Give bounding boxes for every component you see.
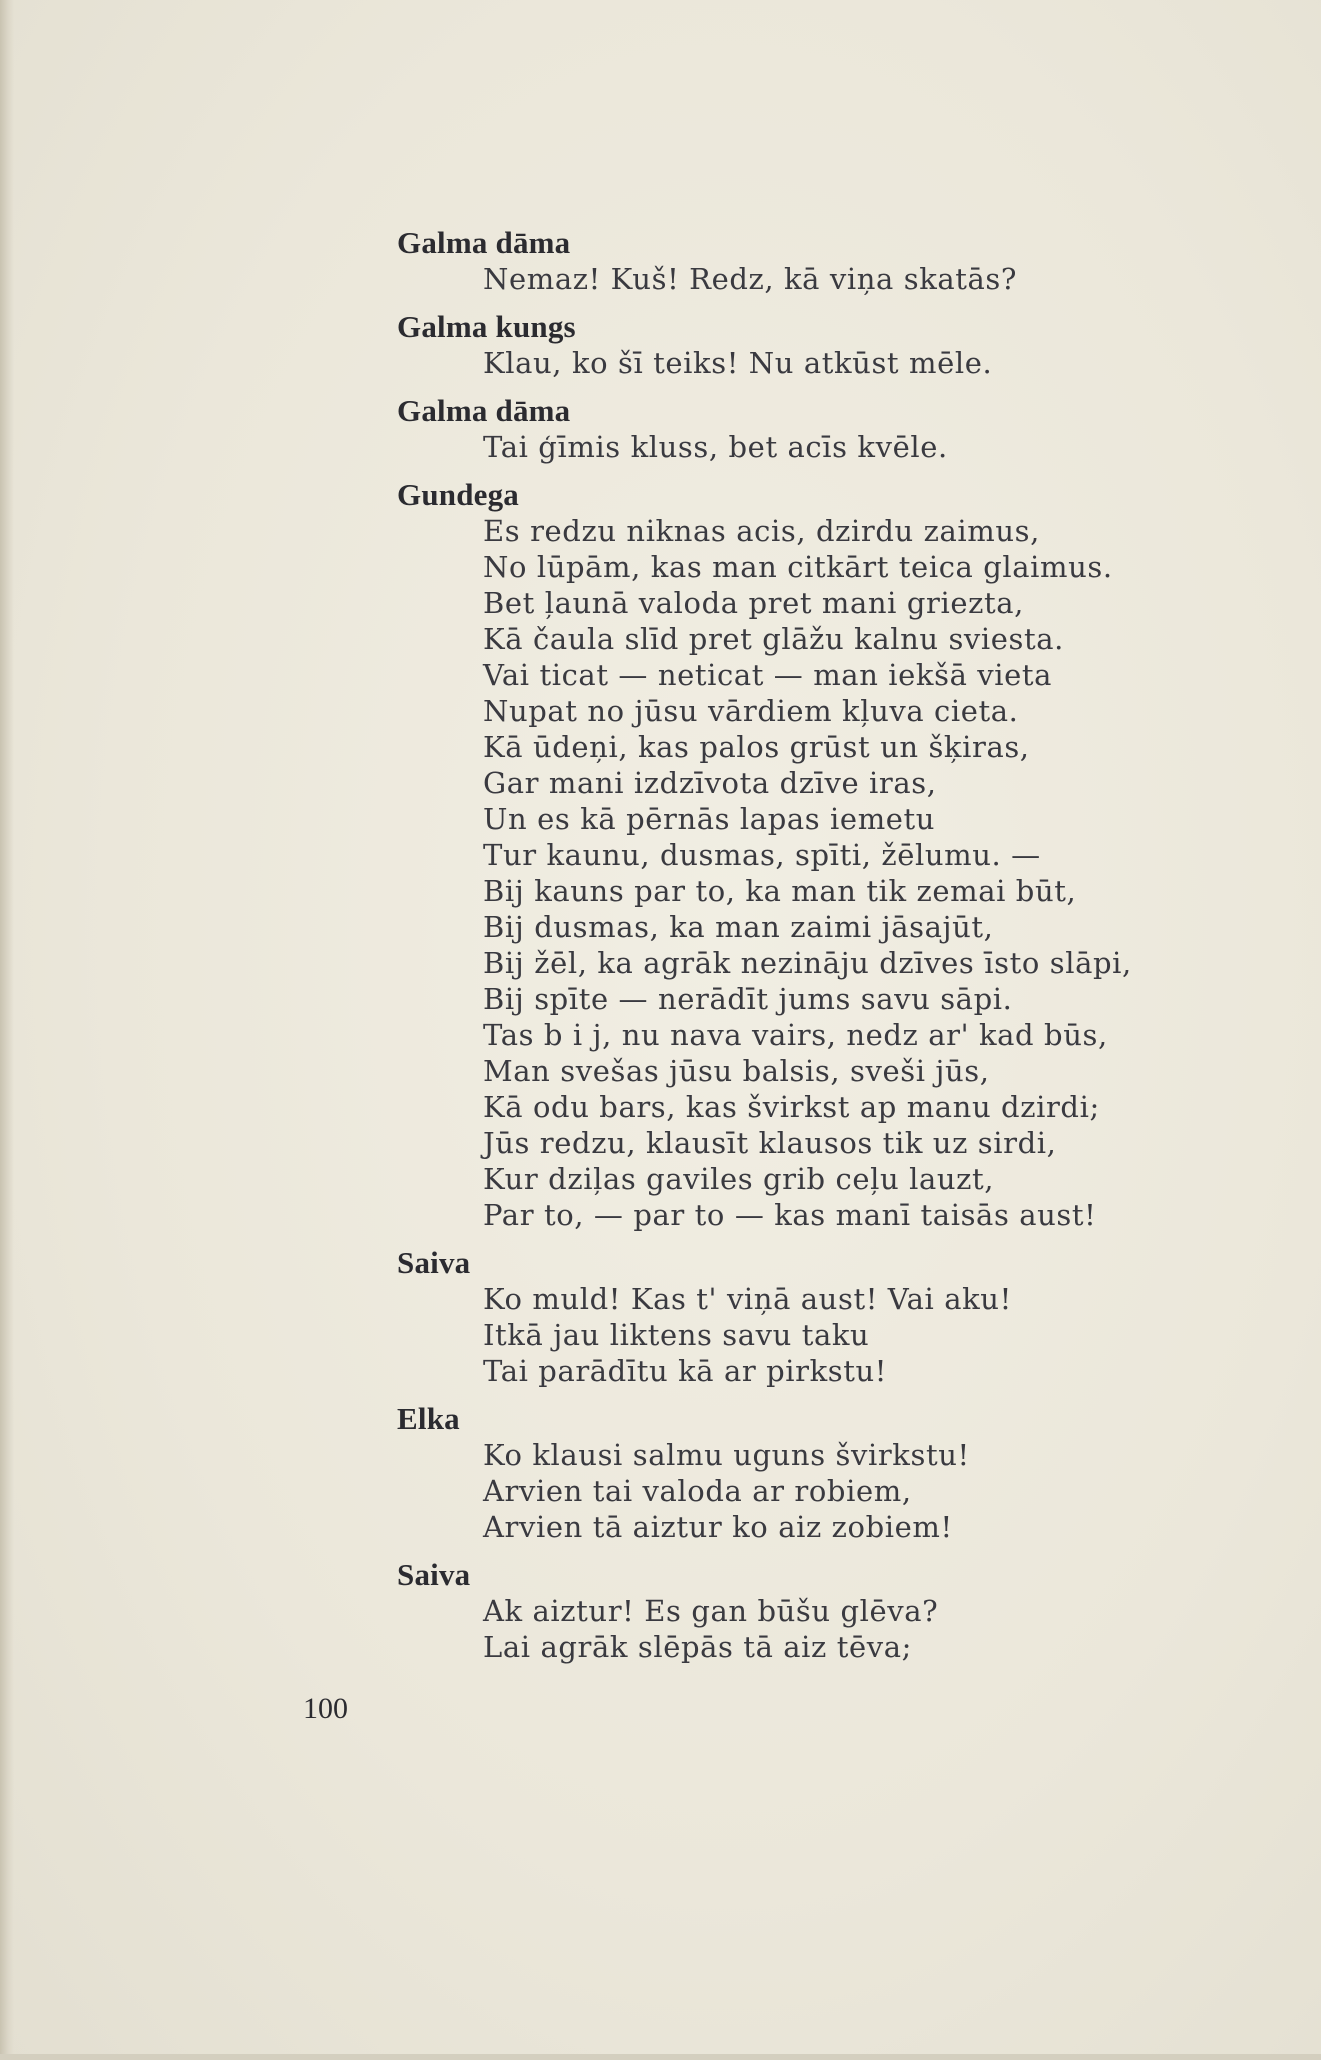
- speaker-name: Gundega: [397, 477, 519, 512]
- verse-line: Kā ūdeņi, kas palos grūst un šķiras,: [483, 730, 1030, 764]
- verse-line: Bij spīte — nerādīt jums savu sāpi.: [483, 982, 1013, 1016]
- verse-line: Tas b i j, nu nava vairs, nedz ar' kad būs,: [483, 1018, 1108, 1052]
- verse-line: Kā čaula slīd pret glāžu kalnu sviesta.: [483, 622, 1064, 656]
- speaker-name: Galma dāma: [397, 225, 571, 260]
- verse-line: Par to, — par to — kas manī taisās aust!: [483, 1198, 1097, 1232]
- verse-line: Bij kauns par to, ka man tik zemai būt,: [483, 874, 1077, 908]
- page-bottom-edge: [0, 2054, 1321, 2060]
- verse-line: Nupat no jūsu vārdiem kļuva cieta.: [483, 694, 1019, 728]
- speech-block: [395, 477, 1295, 1233]
- verse-line: Bij dusmas, ka man zaimi jāsajūt,: [483, 910, 994, 944]
- verse-line: Ak aiztur! Es gan būšu glēva?: [483, 1594, 939, 1628]
- verse-line: Man svešas jūsu balsis, sveši jūs,: [483, 1054, 990, 1088]
- verse-line: Lai agrāk slēpās tā aiz tēva;: [483, 1630, 912, 1664]
- speaker-name: Galma dāma: [397, 393, 571, 428]
- speech-block: [395, 1401, 1295, 1545]
- verse-line: Tai parādītu kā ar pirkstu!: [483, 1354, 888, 1388]
- speaker-name: Saiva: [397, 1245, 471, 1280]
- verse-line: No lūpām, kas man citkārt teica glaimus.: [483, 550, 1113, 584]
- speech-block: [395, 393, 1295, 465]
- verse-line: Arvien tai valoda ar robiem,: [483, 1474, 912, 1508]
- speaker-name: Galma kungs: [397, 309, 576, 344]
- speech-block: [395, 1557, 1295, 1665]
- speaker-name: Elka: [397, 1401, 460, 1436]
- verse-line: Bij žēl, ka agrāk nezināju dzīves īsto slāpi,: [483, 946, 1132, 980]
- verse-line: Ko muld! Kas t' viņā aust! Vai aku!: [483, 1282, 1012, 1316]
- verse-line: Klau, ko šī teiks! Nu atkūst mēle.: [483, 346, 993, 380]
- verse-line: Tur kaunu, dusmas, spīti, žēlumu. —: [483, 838, 1041, 872]
- speech-block: [395, 225, 1295, 297]
- verse-line: Un es kā pērnās lapas iemetu: [483, 802, 936, 836]
- verse-line: Kur dziļas gaviles grib ceļu lauzt,: [483, 1162, 995, 1196]
- speaker-name: Saiva: [397, 1557, 471, 1592]
- verse-line: Jūs redzu, klausīt klausos tik uz sirdi,: [483, 1126, 1057, 1160]
- speech-block: [395, 1245, 1295, 1389]
- play-text: [395, 225, 1295, 1665]
- verse-line: Gar mani izdzīvota dzīve iras,: [483, 766, 937, 800]
- verse-line: Tai ģīmis kluss, bet acīs kvēle.: [483, 430, 948, 464]
- verse-line: Ko klausi salmu uguns švirkstu!: [483, 1438, 970, 1472]
- verse-line: Vai ticat — neticat — man iekšā vieta: [483, 658, 1053, 692]
- page-number: 100: [303, 1692, 348, 1725]
- speech-block: [395, 309, 1295, 381]
- verse-line: Nemaz! Kuš! Redz, kā viņa skatās?: [483, 262, 1018, 296]
- book-spine-shadow: [0, 0, 14, 2060]
- verse-line: Itkā jau liktens savu taku: [483, 1318, 870, 1352]
- verse-line: Kā odu bars, kas švirkst ap manu dzirdi;: [483, 1090, 1100, 1124]
- verse-line: Bet ļaunā valoda pret mani griezta,: [483, 586, 1024, 620]
- verse-line: Arvien tā aiztur ko aiz zobiem!: [483, 1510, 953, 1544]
- verse-line: Es redzu niknas acis, dzirdu zaimus,: [483, 514, 1040, 548]
